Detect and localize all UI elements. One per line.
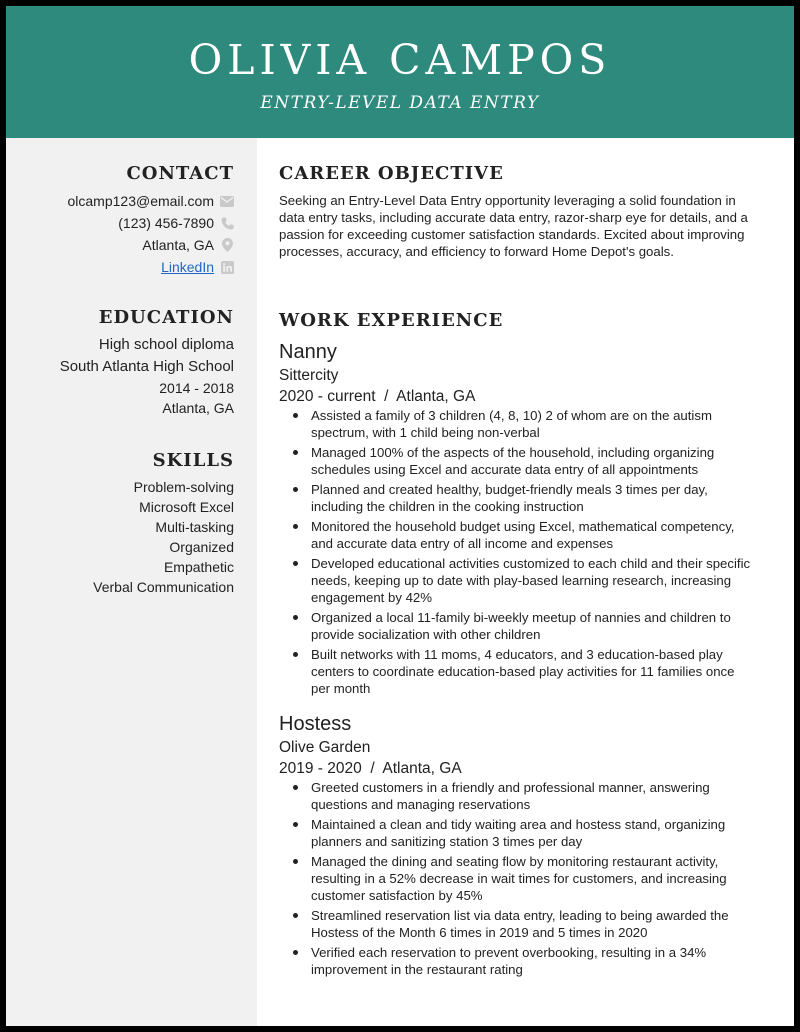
map-pin-icon	[220, 238, 234, 252]
education-section	[14, 306, 234, 418]
list-item: Organized a local 11-family bi-weekly meetup of nannies and children to provide socialization with other children	[311, 609, 751, 643]
resume-page	[6, 6, 794, 1026]
education-years: 2014 - 2018	[159, 380, 234, 396]
job-title: Hostess	[279, 713, 352, 735]
contact-email	[14, 190, 234, 212]
phone-icon	[220, 216, 234, 230]
contact-phone	[14, 212, 234, 234]
linkedin-icon	[220, 260, 234, 274]
contact-linkedin	[14, 256, 234, 278]
contact-heading: CONTACT	[126, 163, 234, 184]
job-dates: 2019 - 2020 / Atlanta, GA	[279, 760, 462, 777]
experience-heading: WORK EXPERIENCE	[279, 310, 504, 331]
list-item: Monitored the household budget using Excel, mathematical competency, and accurate data entry of all income and expenses	[311, 518, 751, 552]
education-heading: EDUCATION	[98, 307, 234, 328]
job-bullets	[279, 779, 751, 978]
list-item: Greeted customers in a friendly and professional manner, answering questions and managing reservations	[311, 779, 751, 813]
list-item: Managed the dining and seating flow by monitoring restaurant activity, resulting in a 52% decrease in wait times for customers, and increasing customer satisfaction by 45%	[311, 853, 751, 904]
experience-section	[279, 309, 751, 981]
objective-text: Seeking an Entry-Level Data Entry opportunity leveraging a solid foundation in data entry tasks, including accurate data entry, razor-sharp eye for details, and a passion for exceeding customer satisfaction standards. Excited about improving processes, accuracy, and efficiency to forward Home Depot's goals.	[279, 193, 748, 259]
objective-heading: CAREER OBJECTIVE	[279, 163, 504, 184]
list-item: Developed educational activities customized to each child and their specific needs, keeping up to date with play-based learning research, increasing engagement by 42%	[311, 556, 751, 605]
email-text: olcamp123@email.com	[67, 193, 214, 209]
location-text: Atlanta, GA	[142, 237, 214, 253]
job-company: Olive Garden	[279, 739, 371, 756]
candidate-name: OLIVIA CAMPOS	[188, 36, 612, 84]
list-item: Maintained a clean and tidy waiting area and hostess stand, organizing planners and sanitizing station 3 times per day	[311, 816, 751, 850]
objective-section	[279, 162, 751, 260]
skills-heading: SKILLS	[152, 450, 234, 471]
job-entry	[279, 711, 751, 978]
job-title: Nanny	[279, 341, 337, 363]
skill-item: Microsoft Excel	[139, 499, 234, 515]
skill-item: Empathetic	[163, 559, 234, 575]
list-item: Planned and created healthy, budget-friendly meals 3 times per day, including the children in the cooking instruction	[311, 481, 751, 515]
resume-header	[6, 6, 794, 138]
list-item: Verified each reservation to prevent overbooking, resulting in a 34% improvement in the restaurant rating	[311, 944, 751, 978]
skill-item: Multi-tasking	[155, 519, 234, 535]
list-item: Assisted a family of 3 children (4, 8, 10) 2 of whom are on the autism spectrum, with 1 child being non-verbal	[311, 407, 751, 441]
education-degree: High school diploma	[98, 336, 234, 353]
job-dates: 2020 - current / Atlanta, GA	[279, 388, 476, 405]
list-item: Streamlined reservation list via data entry, leading to being awarded the Hostess of the Month 6 times in 2019 and 5 times in 2020	[311, 907, 751, 941]
skill-item: Verbal Communication	[93, 579, 234, 595]
envelope-icon	[220, 194, 234, 208]
linkedin-link[interactable]: LinkedIn	[161, 259, 214, 275]
contact-section	[14, 162, 234, 278]
skill-item: Problem-solving	[133, 479, 234, 495]
education-school: South Atlanta High School	[59, 358, 234, 375]
list-item: Managed 100% of the aspects of the household, including organizing schedules using Excel and accurate data entry of all appointments	[311, 444, 751, 478]
list-item: Built networks with 11 moms, 4 educators, and 3 education-based play centers to coordinate education-based play activities for 11 families once per month	[311, 646, 751, 697]
sidebar	[6, 138, 257, 1026]
skills-section	[14, 449, 234, 597]
phone-text: (123) 456-7890	[118, 215, 214, 231]
job-entry	[279, 339, 751, 697]
skill-item: Organized	[169, 539, 234, 555]
job-bullets	[279, 407, 751, 697]
job-company: Sittercity	[279, 367, 339, 384]
education-location: Atlanta, GA	[162, 400, 234, 416]
candidate-title: ENTRY-LEVEL DATA ENTRY	[260, 93, 540, 113]
contact-location	[14, 234, 234, 256]
